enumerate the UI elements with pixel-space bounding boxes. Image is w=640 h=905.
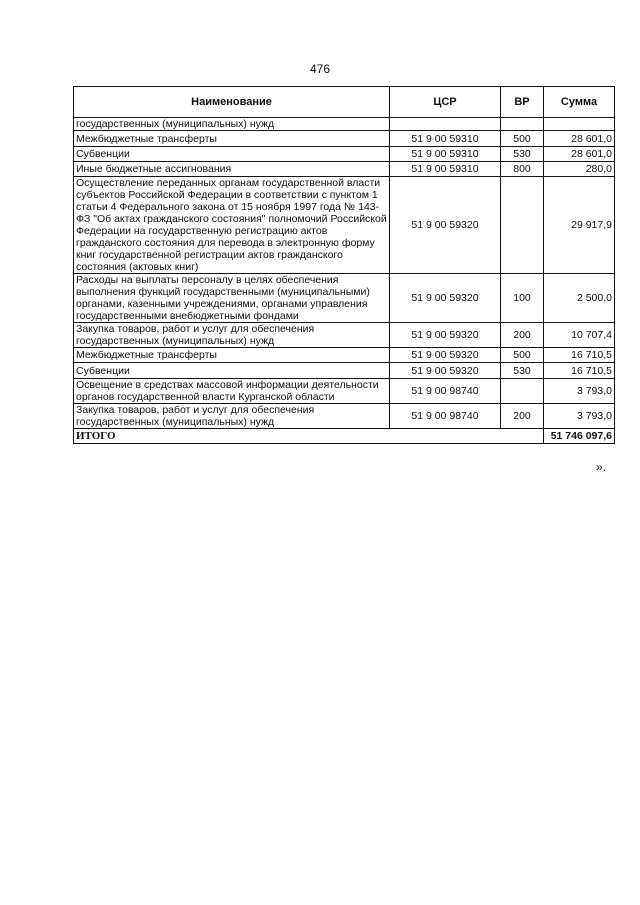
total-row — [74, 429, 615, 444]
row-sum: 10 707,4 — [544, 323, 615, 348]
table-row — [74, 162, 615, 177]
header-name: Наименование — [74, 87, 390, 118]
header-sum: Сумма — [544, 87, 615, 118]
table-row — [74, 363, 615, 379]
row-sum — [544, 118, 615, 131]
closing-quote-mark: ». — [596, 460, 607, 474]
total-label: ИТОГО — [74, 429, 544, 444]
row-vr: 500 — [501, 348, 544, 363]
row-name: Субвенции — [74, 363, 390, 379]
row-csr: 51 9 00 59320 — [390, 177, 501, 274]
page-number: 476 — [309, 62, 331, 76]
row-sum: 280,0 — [544, 162, 615, 177]
row-sum: 28 601,0 — [544, 131, 615, 147]
row-vr: 200 — [501, 323, 544, 348]
header-vr: ВР — [501, 87, 544, 118]
table-row — [74, 379, 615, 404]
row-name: государственных (муниципальных) нужд — [74, 118, 390, 131]
table-row — [74, 177, 615, 274]
row-csr: 51 9 00 98740 — [390, 404, 501, 429]
row-csr: 51 9 00 98740 — [390, 379, 501, 404]
row-name: Расходы на выплаты персоналу в целях обеспечения выполнения функций государственными (муниципальными) органами, казенными учреждениями, органами управления государственными внебюджетными фондами — [74, 274, 390, 323]
table-row — [74, 404, 615, 429]
table-row — [74, 147, 615, 162]
row-csr: 51 9 00 59310 — [390, 162, 501, 177]
row-vr — [501, 177, 544, 274]
row-csr: 51 9 00 59320 — [390, 363, 501, 379]
row-name: Освещение в средствах массовой информации деятельности органов государственной власти Курганской области — [74, 379, 390, 404]
row-csr: 51 9 00 59320 — [390, 274, 501, 323]
row-sum: 2 500,0 — [544, 274, 615, 323]
table-header-row — [74, 87, 615, 118]
row-vr: 100 — [501, 274, 544, 323]
row-name: Иные бюджетные ассигнования — [74, 162, 390, 177]
table-row — [74, 323, 615, 348]
row-vr: 530 — [501, 147, 544, 162]
row-vr: 200 — [501, 404, 544, 429]
row-sum: 16 710,5 — [544, 363, 615, 379]
row-vr: 500 — [501, 131, 544, 147]
row-vr: 530 — [501, 363, 544, 379]
table-row — [74, 131, 615, 147]
row-csr: 51 9 00 59320 — [390, 348, 501, 363]
row-name: Межбюджетные трансферты — [74, 348, 390, 363]
row-csr: 51 9 00 59320 — [390, 323, 501, 348]
row-sum: 3 793,0 — [544, 404, 615, 429]
table-row — [74, 118, 615, 131]
row-csr: 51 9 00 59310 — [390, 131, 501, 147]
table-row — [74, 274, 615, 323]
row-sum: 16 710,5 — [544, 348, 615, 363]
table-row — [74, 348, 615, 363]
row-name: Закупка товаров, работ и услуг для обеспечения государственных (муниципальных) нужд — [74, 404, 390, 429]
row-sum: 28 601,0 — [544, 147, 615, 162]
row-name: Межбюджетные трансферты — [74, 131, 390, 147]
row-csr — [390, 118, 501, 131]
row-name: Осуществление переданных органам государственной власти субъектов Российской Федерации в соответствии с пунктом 1 статьи 4 Федерального закона от 15 ноября 1997 года № 143-ФЗ "Об актах гражданского состояния" полномочий Российской Федерации на государственную регистрацию актов гражданского состояния для перевода в электронную форму книг государственной регистрации актов гражданского состояния (актовых книг) — [74, 177, 390, 274]
header-csr: ЦСР — [390, 87, 501, 118]
row-name: Закупка товаров, работ и услуг для обеспечения государственных (муниципальных) нужд — [74, 323, 390, 348]
row-name: Субвенции — [74, 147, 390, 162]
row-sum: 29 917,9 — [544, 177, 615, 274]
budget-table — [73, 86, 615, 444]
total-sum: 51 746 097,6 — [544, 429, 615, 444]
row-vr: 800 — [501, 162, 544, 177]
row-sum: 3 793,0 — [544, 379, 615, 404]
row-vr — [501, 379, 544, 404]
row-csr: 51 9 00 59310 — [390, 147, 501, 162]
row-vr — [501, 118, 544, 131]
